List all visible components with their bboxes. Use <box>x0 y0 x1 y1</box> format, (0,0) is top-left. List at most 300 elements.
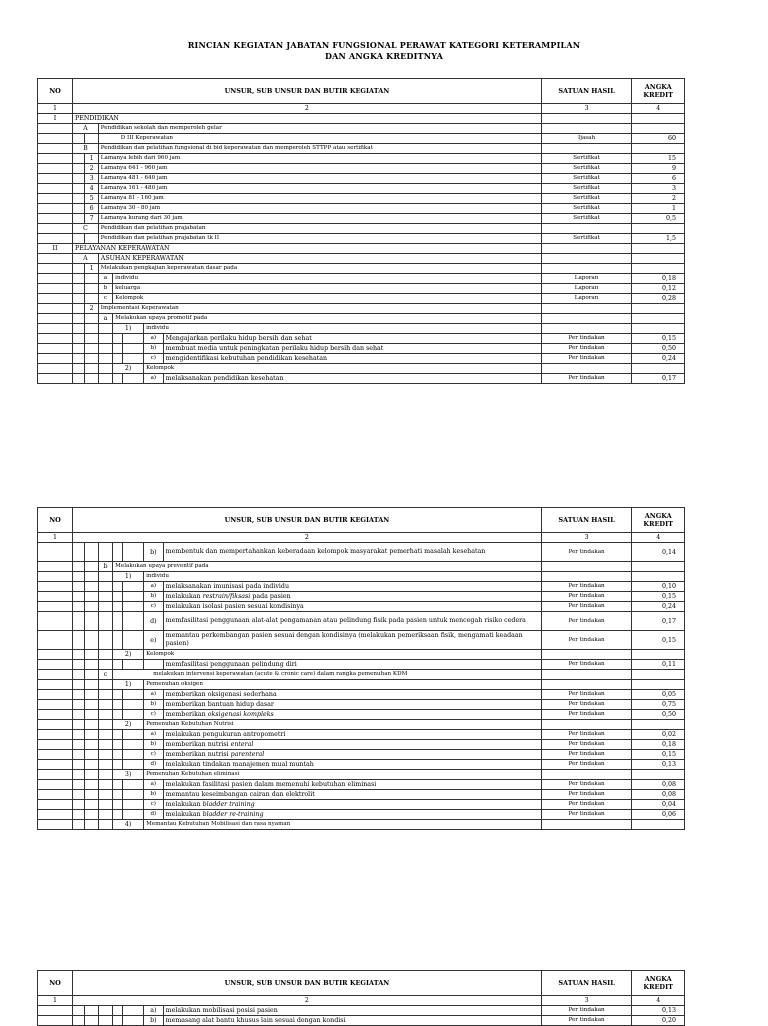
empty-cell <box>73 780 85 790</box>
row-number: a) <box>144 730 164 740</box>
row-letter: C <box>73 224 99 234</box>
row-text: Kelompok <box>113 294 542 304</box>
row-credit: 0,17 <box>632 374 685 384</box>
row-unit: Per tindakan <box>541 790 632 800</box>
row-unit: Per tindakan <box>541 582 632 592</box>
empty-cell <box>38 710 73 720</box>
empty-cell <box>73 174 85 184</box>
empty-cell <box>73 730 85 740</box>
empty-cell <box>85 790 98 800</box>
table-row <box>38 224 685 234</box>
row-text: Pendidikan dan pelatihan fungsional di bid keperawatan dan memperoleh STTPP atau sertifikat <box>98 144 541 154</box>
empty-cell <box>98 592 112 602</box>
row-credit: 15 <box>632 154 685 164</box>
empty-cell <box>38 284 73 294</box>
row-credit: 0,75 <box>632 700 685 710</box>
header-no: NO <box>38 971 73 996</box>
row-number: 2) <box>113 720 144 730</box>
row-credit: 0,14 <box>632 543 685 562</box>
column-number-row <box>38 104 685 114</box>
row-text <box>163 592 541 602</box>
row-credit: 0,15 <box>632 334 685 344</box>
row-unit: Per tindakan <box>541 710 632 720</box>
row-unit: Per tindakan <box>541 700 632 710</box>
section-title: PENDIDIKAN <box>73 114 542 124</box>
row-credit: 0,24 <box>632 354 685 364</box>
table-row <box>38 254 685 264</box>
table-row <box>38 1016 685 1026</box>
table-header-row <box>38 79 685 104</box>
row-unit: Per tindakan <box>541 354 632 364</box>
empty-cell <box>113 740 123 750</box>
empty-cell <box>73 204 85 214</box>
row-unit: Per tindakan <box>541 660 632 670</box>
empty-cell <box>85 730 98 740</box>
empty-cell <box>38 294 73 304</box>
empty-cell <box>113 760 123 770</box>
table-row <box>38 710 685 720</box>
table-row <box>38 660 685 670</box>
empty-cell <box>123 730 144 740</box>
row-unit: Per tindakan <box>541 334 632 344</box>
table-row <box>38 770 685 780</box>
row-text-italic: oksigenasi kompleks <box>207 711 274 718</box>
empty-cell <box>98 344 112 354</box>
empty-cell <box>38 204 73 214</box>
empty-cell <box>73 194 85 204</box>
row-text: Lamanya lebih dari 960 jam <box>98 154 541 164</box>
credit-table-page-1 <box>37 78 685 384</box>
empty-cell <box>113 810 123 820</box>
row-letter: c <box>98 670 112 680</box>
empty-cell <box>38 602 73 612</box>
empty-cell <box>98 710 112 720</box>
row-text: Lamanya 641 - 960 jam <box>98 164 541 174</box>
row-unit: Sertifikat <box>541 154 632 164</box>
empty-cell <box>85 760 98 770</box>
row-text <box>163 700 541 710</box>
empty-cell <box>38 344 73 354</box>
empty-cell <box>38 354 73 364</box>
row-letter: a <box>98 314 112 324</box>
empty-cell <box>113 602 123 612</box>
empty-cell <box>73 274 85 284</box>
table-row <box>38 234 685 244</box>
row-text: D III Keperawatan <box>98 134 541 144</box>
row-unit: Per tindakan <box>541 612 632 631</box>
row-letter: b <box>98 562 112 572</box>
empty-cell <box>85 294 98 304</box>
row-text: Pendidikan dan pelatihan prajabatan <box>98 224 541 234</box>
empty-cell <box>123 374 144 384</box>
row-text: memasang alat bantu khusus lain sesuai dengan kondisi <box>163 1016 541 1026</box>
row-unit: Per tindakan <box>541 690 632 700</box>
empty-cell <box>85 592 98 602</box>
empty-cell <box>123 690 144 700</box>
empty-cell <box>73 154 85 164</box>
empty-cell <box>38 760 73 770</box>
empty-cell <box>123 780 144 790</box>
colnum-4: 4 <box>632 533 685 543</box>
row-text <box>163 790 541 800</box>
table-row <box>38 114 685 124</box>
row-text <box>163 780 541 790</box>
table-row <box>38 820 685 830</box>
empty-cell <box>123 810 144 820</box>
table-row <box>38 543 685 562</box>
credit-table-page-3 <box>37 970 685 1026</box>
table-row <box>38 344 685 354</box>
empty-cell <box>123 800 144 810</box>
empty-cell <box>98 354 112 364</box>
table-row <box>38 374 685 384</box>
empty-cell <box>73 214 85 224</box>
colnum-4: 4 <box>632 104 685 114</box>
row-text-italic: bladder training <box>202 801 255 808</box>
row-unit: Per tindakan <box>541 344 632 354</box>
row-unit: Per tindakan <box>541 374 632 384</box>
row-text: Pendidikan dan pelatihan prajabatan tk II <box>98 234 541 244</box>
empty-cell <box>98 800 112 810</box>
table-row <box>38 720 685 730</box>
empty-cell <box>113 690 123 700</box>
empty-cell <box>38 750 73 760</box>
row-text: ASUHAN KEPERAWATAN <box>98 254 541 264</box>
row-credit: 0,02 <box>632 730 685 740</box>
colnum-4: 4 <box>632 996 685 1006</box>
empty-cell <box>98 790 112 800</box>
row-unit: Laporan <box>541 274 632 284</box>
table-row <box>38 562 685 572</box>
empty-cell <box>113 780 123 790</box>
table-row <box>38 1006 685 1016</box>
row-text <box>163 800 541 810</box>
empty-cell <box>73 582 85 592</box>
row-credit: 0,11 <box>632 660 685 670</box>
empty-cell <box>113 710 123 720</box>
empty-cell <box>123 582 144 592</box>
row-number: d) <box>144 810 164 820</box>
table-row <box>38 264 685 274</box>
table-row <box>38 680 685 690</box>
row-number: 1) <box>113 680 144 690</box>
row-credit: 0,50 <box>632 344 685 354</box>
empty-cell <box>38 164 73 174</box>
empty-cell <box>38 174 73 184</box>
empty-cell <box>113 334 123 344</box>
row-text: Mengajarkan perilaku hidup bersih dan sehat <box>163 334 541 344</box>
empty-cell <box>85 740 98 750</box>
header-angka-kredit: ANGKA KREDIT <box>632 79 685 104</box>
table-row <box>38 800 685 810</box>
row-unit: Per tindakan <box>541 760 632 770</box>
row-number: 2) <box>113 364 144 374</box>
row-number: 2 <box>85 164 98 174</box>
row-credit: 1,5 <box>632 234 685 244</box>
empty-cell <box>38 274 73 284</box>
row-number: 1 <box>85 264 98 274</box>
table-row <box>38 730 685 740</box>
row-text: Memantau Kebutuhan Mobilisasi dan rasa nyaman <box>144 820 542 830</box>
row-credit: 0,15 <box>632 750 685 760</box>
row-unit: Sertifikat <box>541 174 632 184</box>
row-number: a) <box>144 690 164 700</box>
table-row <box>38 760 685 770</box>
table-row <box>38 700 685 710</box>
row-number: 6 <box>85 204 98 214</box>
row-credit: 3 <box>632 184 685 194</box>
header-unsur: UNSUR, SUB UNSUR DAN BUTIR KEGIATAN <box>73 508 542 533</box>
row-unit: Sertifikat <box>541 204 632 214</box>
row-text: individu <box>144 572 542 582</box>
empty-cell <box>98 602 112 612</box>
row-credit: 0,24 <box>632 602 685 612</box>
row-number: a) <box>144 1006 164 1016</box>
empty-cell <box>38 690 73 700</box>
header-angka-kredit: ANGKA KREDIT <box>632 971 685 996</box>
row-text-part: pada pasien <box>250 593 291 600</box>
row-text-part: memberikan nutrisi <box>165 751 231 758</box>
empty-cell <box>85 800 98 810</box>
row-unit: Per tindakan <box>541 1016 632 1026</box>
row-unit: Sertifikat <box>541 214 632 224</box>
table-row <box>38 354 685 364</box>
table-row <box>38 670 685 680</box>
colnum-2: 2 <box>73 104 542 114</box>
row-text: Lamanya 481 - 640 jam <box>98 174 541 184</box>
document-subtitle: DAN ANGKA KREDITNYA <box>324 51 444 61</box>
empty-cell <box>73 700 85 710</box>
row-letter: B <box>73 144 99 154</box>
header-angka-kredit: ANGKA KREDIT <box>632 508 685 533</box>
empty-cell <box>113 374 123 384</box>
empty-cell <box>123 710 144 720</box>
table-row <box>38 194 685 204</box>
empty-cell <box>98 740 112 750</box>
row-credit: 6 <box>632 174 685 184</box>
row-number: 1) <box>113 572 144 582</box>
empty-cell <box>73 790 85 800</box>
row-number: b) <box>144 1016 164 1026</box>
row-unit: Per tindakan <box>541 592 632 602</box>
row-number: 3 <box>85 174 98 184</box>
row-number: 5 <box>85 194 98 204</box>
table-row <box>38 650 685 660</box>
row-text-part: melakukan <box>165 593 203 600</box>
empty-cell <box>73 800 85 810</box>
empty-cell <box>73 602 85 612</box>
row-number: e) <box>144 631 164 650</box>
credit-table-page-2 <box>37 507 685 830</box>
header-unsur: UNSUR, SUB UNSUR DAN BUTIR KEGIATAN <box>73 79 542 104</box>
empty-cell <box>98 334 112 344</box>
row-number: b) <box>144 592 164 602</box>
empty-cell <box>123 354 144 364</box>
empty-cell <box>123 592 144 602</box>
empty-cell <box>73 374 85 384</box>
table-row <box>38 244 685 254</box>
empty-cell <box>123 334 144 344</box>
section-title: PELAYANAN KEPERAWATAN <box>73 244 542 254</box>
row-text: Pemenuhan oksigen <box>144 680 542 690</box>
row-letter: A <box>73 254 99 264</box>
empty-cell <box>123 740 144 750</box>
empty-cell <box>85 374 98 384</box>
row-number: b) <box>144 790 164 800</box>
row-text <box>163 690 541 700</box>
empty-cell <box>85 274 98 284</box>
empty-cell <box>113 800 123 810</box>
empty-cell <box>38 740 73 750</box>
row-credit: 0,10 <box>632 582 685 592</box>
row-text: Lamanya 30 - 80 jam <box>98 204 541 214</box>
row-letter: a <box>98 274 112 284</box>
row-letter: A <box>73 124 99 134</box>
row-text-italic: restrain/fiksasi <box>202 593 251 600</box>
row-number: II <box>38 244 73 254</box>
row-text: Lamanya 161 - 480 jam <box>98 184 541 194</box>
empty-cell <box>85 344 98 354</box>
row-credit: 60 <box>632 134 685 144</box>
row-text: membentuk dan mempertahankan keberadaan kelompok masyarakat pemerhati masalah kesehatan <box>163 543 541 562</box>
empty-cell <box>98 374 112 384</box>
empty-cell <box>73 284 85 294</box>
row-credit: 0,05 <box>632 690 685 700</box>
row-unit: Sertifikat <box>541 234 632 244</box>
row-unit: Per tindakan <box>541 1006 632 1016</box>
row-text: Kelompok <box>144 650 542 660</box>
empty-cell <box>85 710 98 720</box>
table-row <box>38 334 685 344</box>
table-row <box>38 582 685 592</box>
row-text-part: memberikan bantuan hidup dasar <box>165 701 274 708</box>
empty-cell <box>113 344 123 354</box>
header-satuan: SATUAN HASIL <box>541 79 632 104</box>
row-text-italic: bladder re-training <box>202 811 264 818</box>
empty-cell <box>85 750 98 760</box>
empty-cell <box>73 354 85 364</box>
row-number: a) <box>144 334 164 344</box>
row-credit: 2 <box>632 194 685 204</box>
row-text: Melakukan upaya promotif pada <box>113 314 542 324</box>
row-credit: 0,04 <box>632 800 685 810</box>
row-text <box>163 710 541 720</box>
row-number: 2 <box>85 304 98 314</box>
row-number: b) <box>144 700 164 710</box>
colnum-1: 1 <box>38 533 73 543</box>
row-unit: Per tindakan <box>541 800 632 810</box>
empty-cell <box>73 740 85 750</box>
empty-cell <box>85 354 98 364</box>
row-credit: 0,15 <box>632 631 685 650</box>
empty-cell <box>85 334 98 344</box>
empty-cell <box>98 780 112 790</box>
row-unit: Per tindakan <box>541 810 632 820</box>
empty-cell <box>85 780 98 790</box>
empty-cell <box>123 760 144 770</box>
row-credit: 0,12 <box>632 284 685 294</box>
empty-cell <box>98 690 112 700</box>
row-text: Pemenuhan Kebutuhan eliminasi <box>144 770 542 780</box>
row-text: keluarga <box>113 284 542 294</box>
row-letter: c <box>98 294 112 304</box>
empty-cell <box>123 344 144 354</box>
row-number: c) <box>144 800 164 810</box>
row-text: Melakukan pengkajian keperawatan dasar pada <box>98 264 541 274</box>
empty-cell <box>123 750 144 760</box>
empty-cell <box>123 700 144 710</box>
row-number: 1) <box>113 324 144 334</box>
table-row <box>38 284 685 294</box>
row-unit: Per tindakan <box>541 780 632 790</box>
colnum-1: 1 <box>38 104 73 114</box>
row-credit: 0,18 <box>632 740 685 750</box>
table-row <box>38 602 685 612</box>
row-text: individu <box>113 274 542 284</box>
empty-cell <box>38 184 73 194</box>
row-credit: 0,20 <box>632 1016 685 1026</box>
row-number: c) <box>144 354 164 364</box>
empty-cell <box>73 710 85 720</box>
row-letter: b <box>98 284 112 294</box>
row-text: Lamanya kurang dari 30 jam <box>98 214 541 224</box>
table-row <box>38 134 685 144</box>
header-unsur: UNSUR, SUB UNSUR DAN BUTIR KEGIATAN <box>73 971 542 996</box>
table-row <box>38 294 685 304</box>
row-credit: 0,28 <box>632 294 685 304</box>
row-unit: Per tindakan <box>541 543 632 562</box>
empty-cell <box>85 582 98 592</box>
row-credit: 0,08 <box>632 790 685 800</box>
empty-cell <box>123 602 144 612</box>
empty-cell <box>73 750 85 760</box>
row-number: c) <box>144 750 164 760</box>
table-row <box>38 124 685 134</box>
row-credit: 9 <box>632 164 685 174</box>
header-satuan: SATUAN HASIL <box>541 508 632 533</box>
empty-cell <box>73 592 85 602</box>
row-text: mengidentifikasi kebutuhan pendidikan kesehatan <box>163 354 541 364</box>
empty-cell <box>113 750 123 760</box>
row-text: individu <box>144 324 542 334</box>
table-row <box>38 174 685 184</box>
row-text: melaksanakan pendidikan kesehatan <box>163 374 541 384</box>
colnum-2: 2 <box>73 996 542 1006</box>
row-number: 7 <box>85 214 98 224</box>
empty-cell <box>113 730 123 740</box>
empty-cell <box>113 592 123 602</box>
table-row <box>38 690 685 700</box>
table-row <box>38 154 685 164</box>
row-text-part: melakukan <box>165 801 203 808</box>
row-text <box>163 810 541 820</box>
row-credit: 0,18 <box>632 274 685 284</box>
table-row <box>38 324 685 334</box>
table-row <box>38 592 685 602</box>
row-credit: 0,13 <box>632 1006 685 1016</box>
empty-cell <box>38 194 73 204</box>
row-text-italic: parenteral <box>230 751 265 758</box>
empty-cell <box>38 810 73 820</box>
row-number: c) <box>144 710 164 720</box>
header-no: NO <box>38 508 73 533</box>
colnum-3: 3 <box>541 996 632 1006</box>
row-credit: 0,13 <box>632 760 685 770</box>
row-number: 1 <box>85 154 98 164</box>
empty-cell <box>73 690 85 700</box>
row-number: 2) <box>113 650 144 660</box>
row-number: I <box>38 114 73 124</box>
